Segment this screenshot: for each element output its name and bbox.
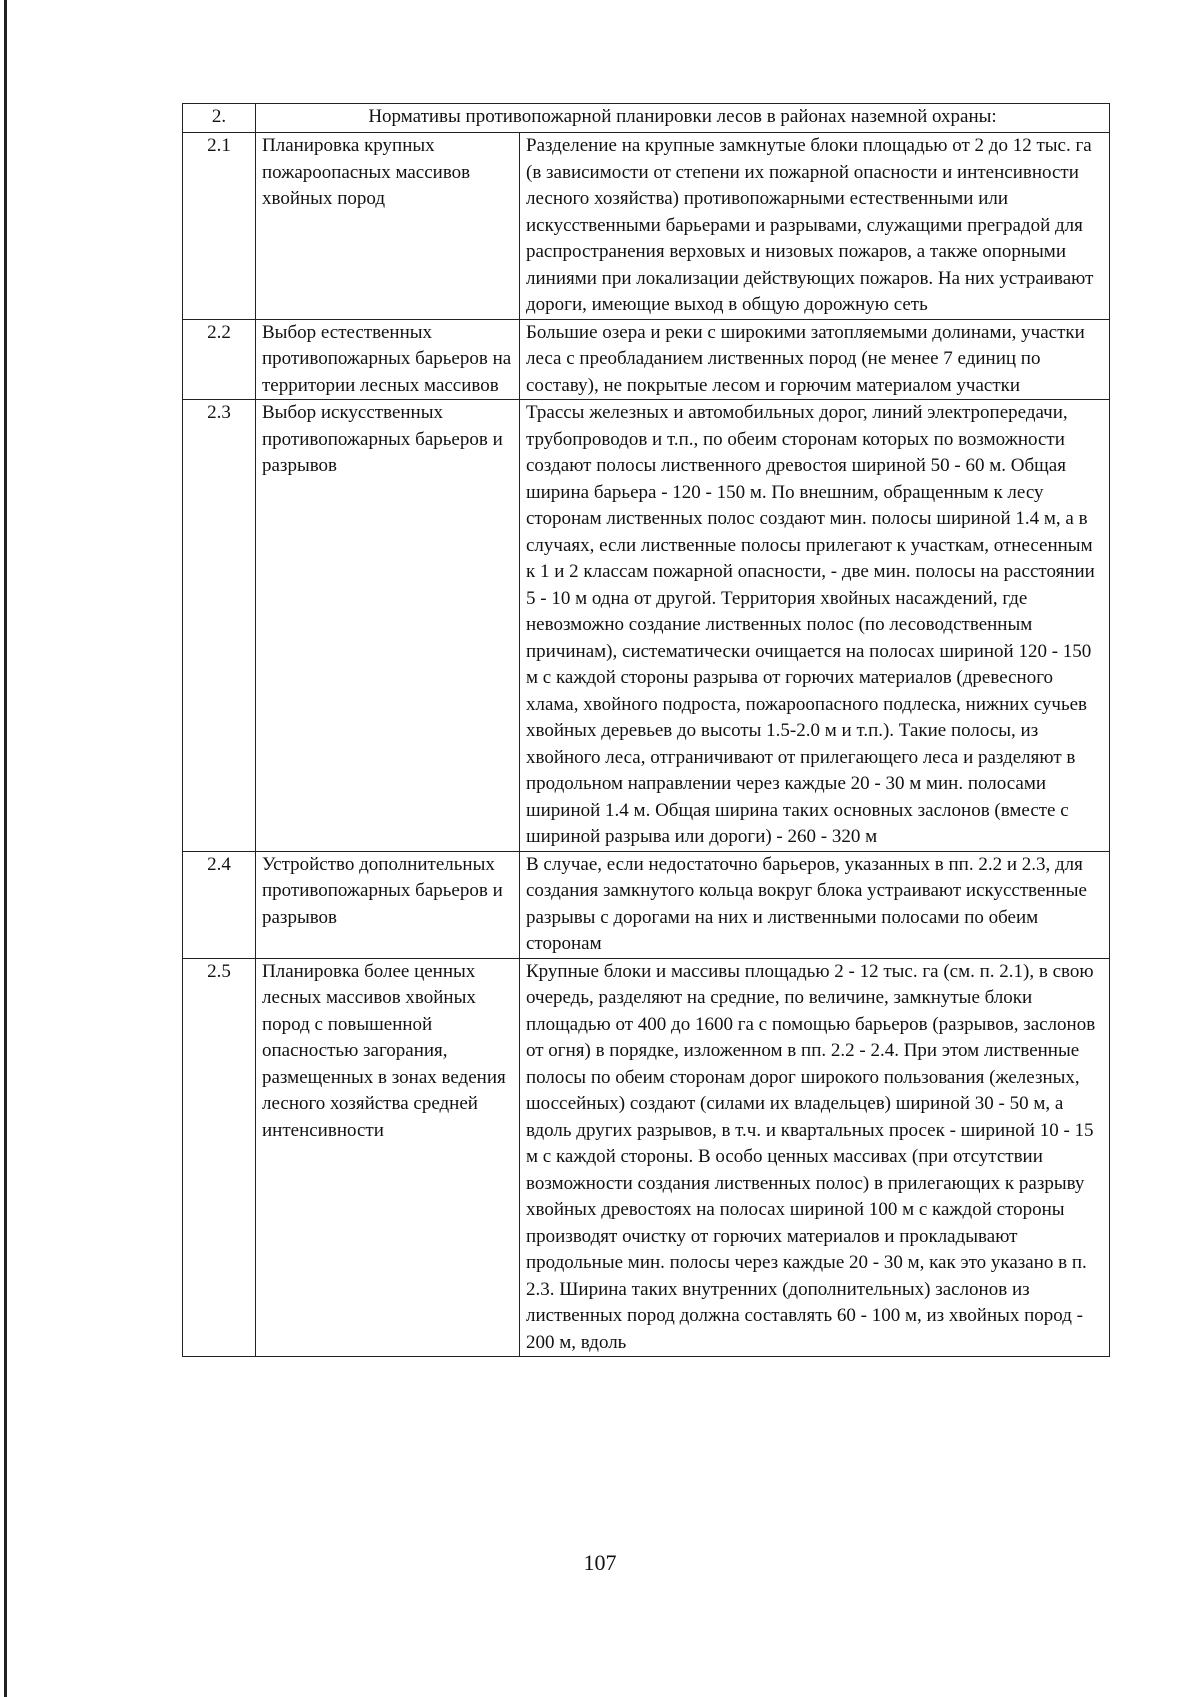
row-number: 2.5 bbox=[183, 958, 256, 1357]
norms-table bbox=[182, 103, 1110, 1357]
row-number: 2.2 bbox=[183, 319, 256, 400]
row-name: Выбор искусственных противопожарных барьеров и разрывов bbox=[256, 400, 520, 852]
row-description: Крупные блоки и массивы площадью 2 - 12 тыс. га (см. п. 2.1), в свою очередь, разделяют на средние, по величине, замкнутые блоки площадью от 400 до 1600 га с помощью барьеров (разрывов, заслонов от огня) в порядке, изложенном в пп. 2.2 - 2.4. При этом лиственные полосы по обеим сторонам дорог широкого пользования (железных, шоссейных) создают (силами их владельцев) шириной 30 - 50 м, а вдоль других разрывов, в т.ч. и квартальных просек - шириной 10 - 15 м с каждой стороны. В особо ценных массивах (при отсутствии возможности создания лиственных полос) в прилегающих к разрыву хвойных древостоях на полосах шириной 100 м с каждой стороны производят очистку от горючих материалов и прокладывают продольные мин. полосы через каждые 20 - 30 м, как это указано в п. 2.3. Ширина таких внутренних (дополнительных) заслонов из лиственных пород должна составлять 60 - 100 м, из хвойных пород - 200 м, вдоль bbox=[520, 958, 1110, 1357]
row-description: Разделение на крупные замкнутые блоки площадью от 2 до 12 тыс. га (в зависимости от степени их пожарной опасности и интенсивности лесного хозяйства) противопожарными естественными или искусственными барьерами и разрывами, служащими преградой для распространения верховых и низовых пожаров, а также опорными линиями при локализации действующих пожаров. На них устраивают дороги, имеющие выход в общую дорожную сеть bbox=[520, 133, 1110, 320]
table-row bbox=[183, 851, 1110, 958]
row-name: Устройство дополнительных противопожарных барьеров и разрывов bbox=[256, 851, 520, 958]
page-number: 107 bbox=[583, 1550, 617, 1575]
table-row bbox=[183, 958, 1110, 1357]
row-name: Планировка крупных пожароопасных массивов хвойных пород bbox=[256, 133, 520, 320]
table-row bbox=[183, 133, 1110, 320]
scan-edge-line bbox=[4, 0, 7, 1697]
table-row bbox=[183, 400, 1110, 852]
row-name: Выбор естественных противопожарных барьеров на территории лесных массивов bbox=[256, 319, 520, 400]
section-title: Нормативы противопожарной планировки лесов в районах наземной охраны: bbox=[256, 104, 1110, 133]
row-description: Большие озера и реки с широкими затопляемыми долинами, участки леса с преобладанием лиственных пород (не менее 7 единиц по составу), не покрытые лесом и горючим материалом участки bbox=[520, 319, 1110, 400]
section-number: 2. bbox=[183, 104, 256, 133]
row-number: 2.1 bbox=[183, 133, 256, 320]
row-number: 2.3 bbox=[183, 400, 256, 852]
table-row bbox=[183, 319, 1110, 400]
row-description: В случае, если недостаточно барьеров, указанных в пп. 2.2 и 2.3, для создания замкнутого кольца вокруг блока устраивают искусственные разрывы с дорогами на них и лиственными полосами по обеим сторонам bbox=[520, 851, 1110, 958]
row-number: 2.4 bbox=[183, 851, 256, 958]
row-description: Трассы железных и автомобильных дорог, линий электропередачи, трубопроводов и т.п., по обеим сторонам которых по возможности создают полосы лиственного древостоя шириной 50 - 60 м. Общая ширина барьера - 120 - 150 м. По внешним, обращенным к лесу сторонам лиственных полос создают мин. полосы шириной 1.4 м, а в случаях, если лиственные полосы прилегают к участкам, отнесенным к 1 и 2 классам пожарной опасности, - две мин. полосы на расстоянии 5 - 10 м одна от другой. Территория хвойных насаждений, где невозможно создание лиственных полос (по лесоводственным причинам), систематически очищается на полосах шириной 120 - 150 м с каждой стороны разрыва от горючих материалов (древесного хлама, хвойного подроста, пожароопасного подлеска, нижних сучьев хвойных деревьев до высоты 1.5-2.0 м и т.п.). Такие полосы, из хвойного леса, отграничивают от прилегающего леса и разделяют в продольном направлении через каждые 20 - 30 м мин. полосами шириной 1.4 м. Общая ширина таких основных заслонов (вместе с шириной разрыва или дороги) - 260 - 320 м bbox=[520, 400, 1110, 852]
row-name: Планировка более ценных лесных массивов хвойных пород с повышенной опасностью загорания, размещенных в зонах ведения лесного хозяйства средней интенсивности bbox=[256, 958, 520, 1357]
section-header-row bbox=[183, 104, 1110, 133]
